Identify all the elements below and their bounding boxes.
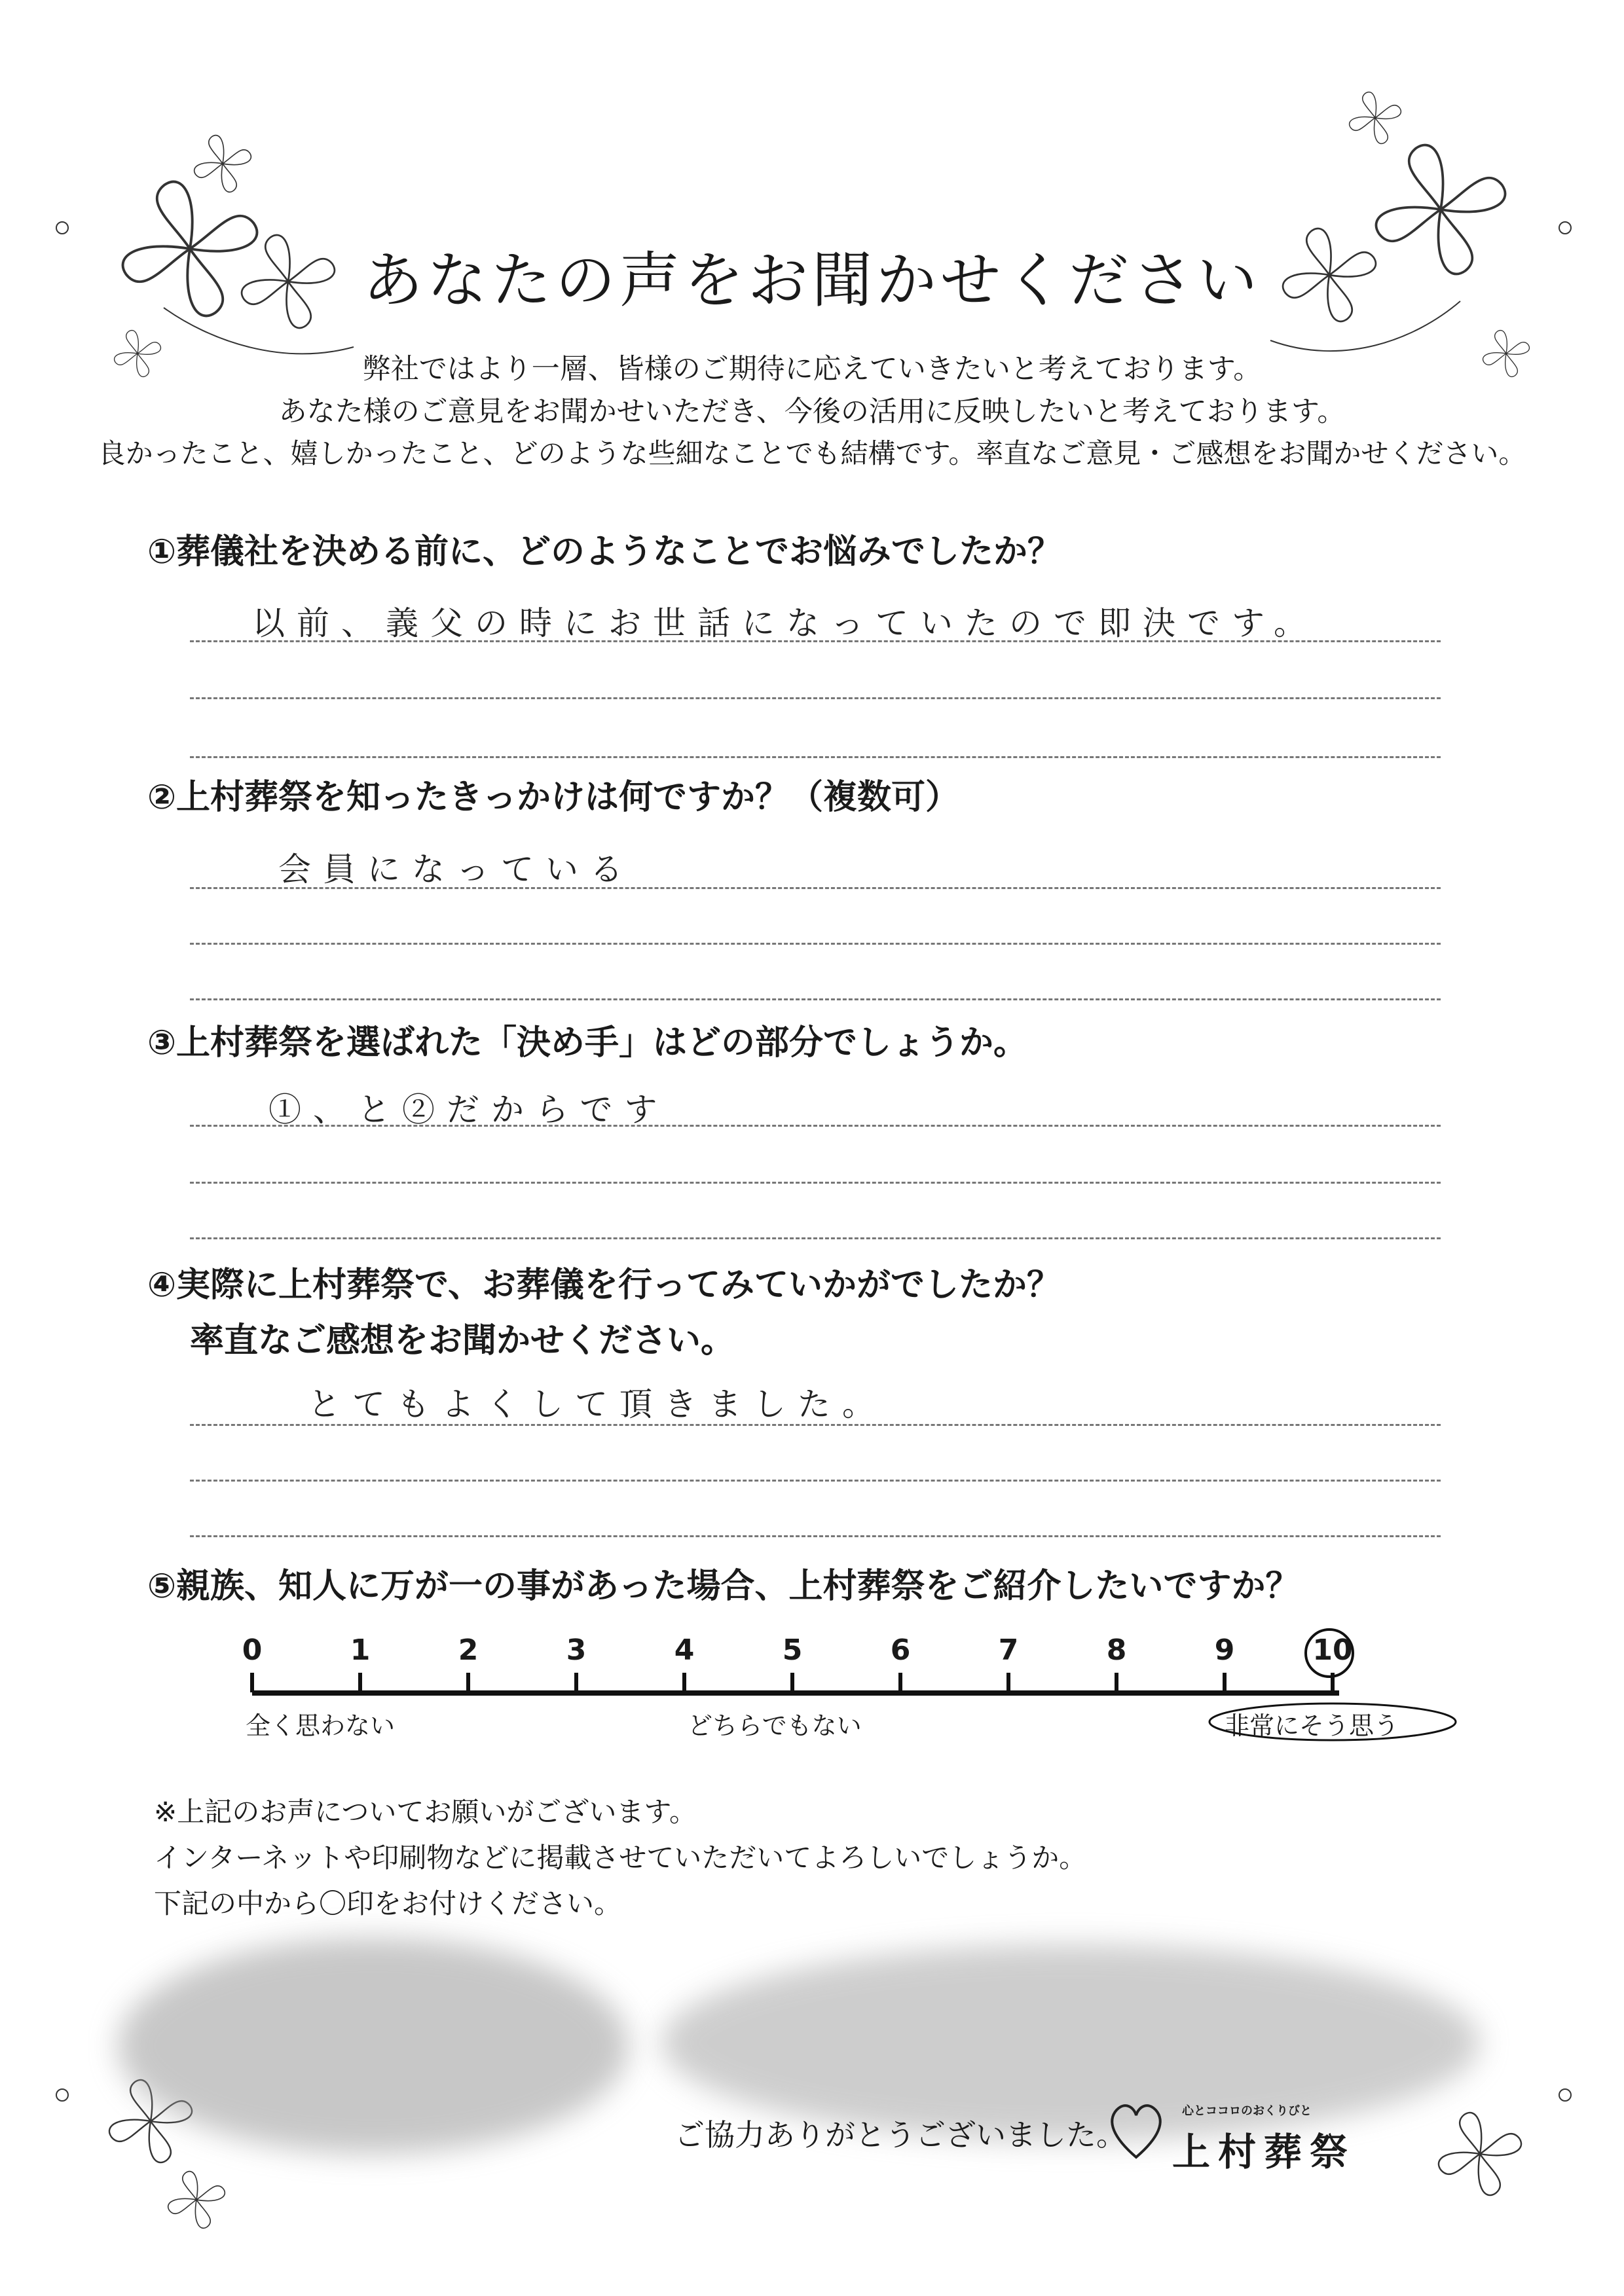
answer-line xyxy=(190,756,1441,758)
answer-line xyxy=(190,1125,1441,1127)
scale-tick xyxy=(682,1673,686,1692)
question-4-sub: 率直なご感想をお聞かせください。 xyxy=(190,1321,735,1360)
question-2: ②上村葬祭を知ったきっかけは何ですか？（複数可） xyxy=(147,778,960,817)
intro-line-1: 弊社ではより一層、皆様のご期待に応えていきたいと考えております。 xyxy=(362,353,1262,386)
answer-2: 会員になっている xyxy=(278,850,635,888)
question-4: ④実際に上村葬祭で、お葬儀を行ってみていかがでしたか？ xyxy=(147,1266,1061,1305)
note-line-3: 下記の中から〇印をお付けください。 xyxy=(154,1887,622,1920)
answer-line xyxy=(190,1424,1441,1426)
company-logo-text: 上村葬祭 xyxy=(1172,2130,1356,2174)
scale-number: 8 xyxy=(1106,1633,1127,1667)
high-label-circle xyxy=(1205,1696,1460,1748)
scale-number: 9 xyxy=(1214,1633,1235,1667)
scale-number: 2 xyxy=(458,1633,479,1667)
scale-number: 3 xyxy=(566,1633,587,1667)
scale-tick xyxy=(1223,1673,1227,1692)
scale-number: 0 xyxy=(242,1633,263,1667)
scale-number: 6 xyxy=(890,1633,911,1667)
scale-tick xyxy=(1006,1673,1010,1692)
page-title: あなたの声をお聞かせください xyxy=(362,246,1261,316)
question-3: ③上村葬祭を選ばれた「決め手」はどの部分でしょうか。 xyxy=(147,1023,1028,1063)
note-line-1: ※上記のお声についてお願いがございます。 xyxy=(154,1796,697,1828)
scale-tick xyxy=(574,1673,578,1692)
answer-line xyxy=(190,1535,1441,1537)
thanks-message: ご協力ありがとうございました。 xyxy=(674,2117,1126,2153)
scale-number: 10 xyxy=(1312,1633,1353,1667)
question-1: ①葬儀社を決める前に、どのようなことでお悩みでしたか？ xyxy=(147,532,1062,572)
heart-logo-icon xyxy=(1107,2098,1166,2164)
scale-tick xyxy=(1115,1673,1118,1692)
answer-1: 以前、義父の時にお世話になっていたので即決です。 xyxy=(252,604,1318,642)
intro-line-2: あなた様のご意見をお聞かせいただき、今後の活用に反映したいと考えております。 xyxy=(278,395,1346,428)
answer-4: とてもよくして頂きました。 xyxy=(308,1385,887,1423)
logo-subtitle: 心とココロのおくりびと xyxy=(1182,2104,1312,2118)
answer-line xyxy=(190,1182,1441,1184)
answer-line xyxy=(190,887,1441,889)
scale-tick xyxy=(466,1673,470,1692)
answer-line xyxy=(190,1480,1441,1482)
scale-number: 4 xyxy=(674,1633,695,1667)
scale-number: 1 xyxy=(350,1633,371,1667)
intro-line-3: 良かったこと、嬉しかったこと、どのような些細なことでも結構です。率直なご意見・ご感想をお聞かせください。 xyxy=(98,437,1526,469)
answer-line xyxy=(190,998,1441,1000)
scale-tick xyxy=(358,1673,362,1692)
scale-number: 7 xyxy=(998,1633,1019,1667)
answer-line xyxy=(190,697,1441,699)
answer-3: ①、と②だからです xyxy=(268,1091,669,1129)
scale-tick xyxy=(1331,1673,1335,1692)
scale-tick xyxy=(898,1673,902,1692)
answer-line xyxy=(190,1237,1441,1239)
note-line-2: インターネットや印刷物などに掲載させていただいてよろしいでしょうか。 xyxy=(154,1842,1087,1874)
scale-tick xyxy=(790,1673,794,1692)
question-5: ⑤親族、知人に万が一の事があった場合、上村葬祭をご紹介したいですか？ xyxy=(147,1567,1300,1606)
scale-high-label: 非常にそう思う xyxy=(1225,1711,1399,1740)
scale-tick xyxy=(250,1673,254,1692)
answer-line xyxy=(190,640,1441,642)
redacted-area xyxy=(118,1938,629,2154)
answer-line xyxy=(190,943,1441,945)
scale-low-label: 全く思わない xyxy=(246,1711,396,1740)
scale-mid-label: どちらでもない xyxy=(688,1711,862,1740)
scale-number: 5 xyxy=(782,1633,803,1667)
rating-scale-line xyxy=(252,1690,1339,1696)
